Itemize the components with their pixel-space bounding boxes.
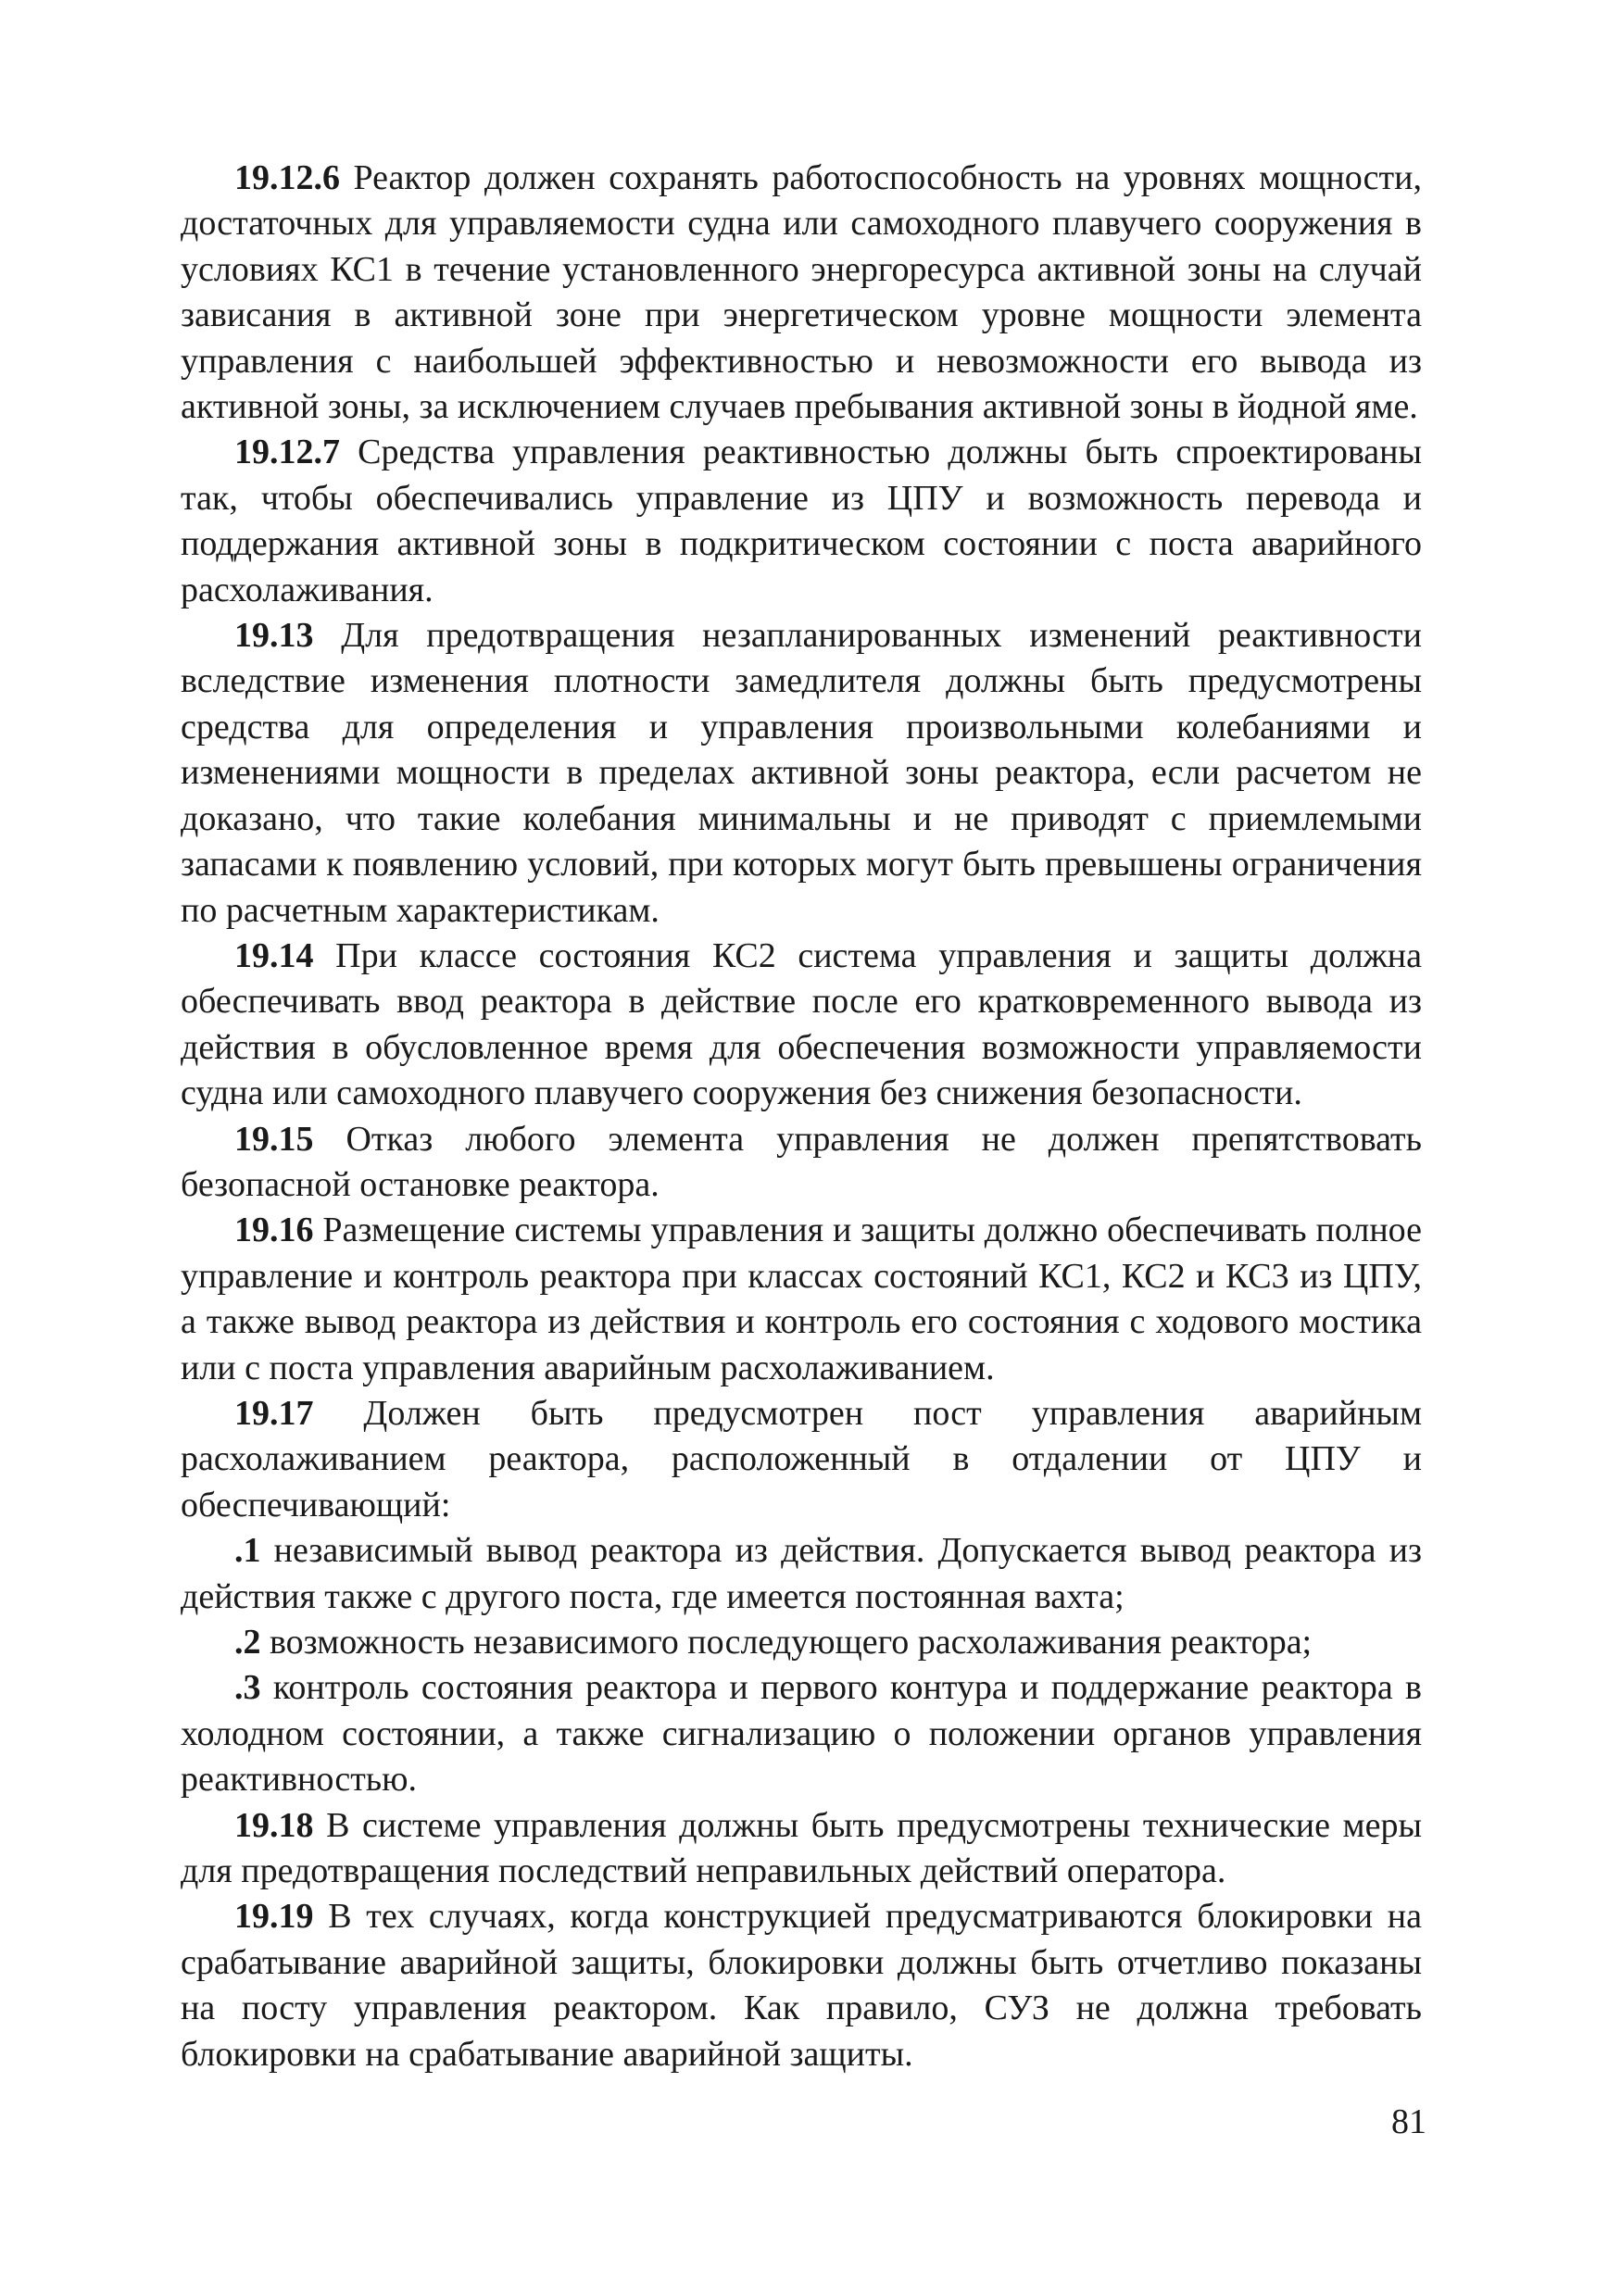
paragraph-19-15 (181, 1117, 1422, 1209)
clause-number: 19.19 (234, 1897, 314, 1937)
paragraph-19-13 (181, 613, 1422, 934)
clause-number: 19.15 (234, 1119, 314, 1159)
paragraph-19-14 (181, 934, 1422, 1117)
clause-number: 19.16 (234, 1211, 314, 1250)
clause-number: 19.18 (234, 1805, 314, 1845)
clause-number: 19.12.6 (234, 158, 340, 197)
clause-text: В системе управления должны быть предусмотрены технические меры для предотвращения последствий неправильных действий оператора. (181, 1805, 1422, 1891)
clause-text: Реактор должен сохранять работоспособность на уровнях мощности, достаточных для управляемости судна или самоходного плавучего сооружения в условиях КС1 в течение установленного энергоресурса активной зоны на случай зависания в активной зоне при энергетическом уровне мощности элемента управления с наибольшей эффективностью и невозможности его вывода из активной зоны, за исключением случаев пребывания активной зоны в йодной яме. (181, 158, 1422, 427)
clause-number: 19.14 (234, 935, 314, 975)
paragraph-19-17 (181, 1391, 1422, 1528)
list-item-text: контроль состояния реактора и первого контура и поддержание реактора в холодном состоянии, а также сигнализацию о положении органов управления реактивностью. (181, 1668, 1422, 1800)
list-item-1 (181, 1528, 1422, 1620)
clause-text: При классе состояния КС2 система управления и защиты должна обеспечивать ввод реактора в действие после его кратковременного вывода из действия в обусловленное время для обеспечения возможности управляемости судна или самоходного плавучего сооружения без снижения безопасности. (181, 935, 1422, 1113)
clause-text: Должен быть предусмотрен пост управления аварийным расхолаживанием реактора, расположенный в отдалении от ЦПУ и обеспечивающий: (181, 1393, 1422, 1524)
clause-text: Средства управления реактивностью должны быть спроектированы так, чтобы обеспечивались управление из ЦПУ и возможность перевода и поддержания активной зоны в подкритическом состоянии с поста аварийного расхолаживания. (181, 433, 1422, 609)
list-item-number: .1 (234, 1531, 261, 1571)
paragraph-19-12-6 (181, 156, 1422, 430)
clause-text: Размещение системы управления и защиты должно обеспечивать полное управление и контроль реактора при классах состояний КС1, КС2 и КС3 из ЦПУ, а также вывод реактора из действия и контроль его состояния с ходового мостика или с поста управления аварийным расхолаживанием. (181, 1211, 1422, 1387)
list-item-text: независимый вывод реактора из действия. Допускается вывод реактора из действия также с другого поста, где имеется постоянная вахта; (181, 1531, 1422, 1616)
list-item-number: .2 (234, 1623, 261, 1662)
paragraph-19-12-7 (181, 430, 1422, 613)
clause-text: Для предотвращения незапланированных изменений реактивности вследствие изменения плотности замедлителя должны быть предусмотрены средства для определения и управления произвольными колебаниями и изменениями мощности в пределах активной зоны реактора, если расчетом не доказано, что такие колебания минимальны и не приводят с приемлемыми запасами к появлению условий, при которых могут быть превышены ограничения по расчетным характеристикам. (181, 616, 1422, 930)
page-number: 81 (1391, 2102, 1426, 2141)
list-item-2 (181, 1620, 1422, 1665)
clause-number: 19.12.7 (234, 433, 340, 472)
paragraph-19-16 (181, 1208, 1422, 1391)
clause-number: 19.17 (234, 1393, 314, 1433)
paragraph-19-19 (181, 1894, 1422, 2077)
clause-text: В тех случаях, когда конструкцией предусматриваются блокировки на срабатывание аварийной защиты, блокировки должны быть отчетливо показаны на посту управления реактором. Как правило, СУЗ не должна требовать блокировки на срабатывание аварийной защиты. (181, 1897, 1422, 2074)
paragraph-19-18 (181, 1803, 1422, 1895)
list-item-number: .3 (234, 1668, 261, 1708)
body-text (181, 156, 1422, 2077)
list-item-text: возможность независимого последующего расхолаживания реактора; (260, 1623, 1313, 1662)
clause-number: 19.13 (234, 616, 314, 656)
list-item-3 (181, 1665, 1422, 1802)
clause-text: Отказ любого элемента управления не должен препятствовать безопасной остановке реактора. (181, 1119, 1422, 1204)
